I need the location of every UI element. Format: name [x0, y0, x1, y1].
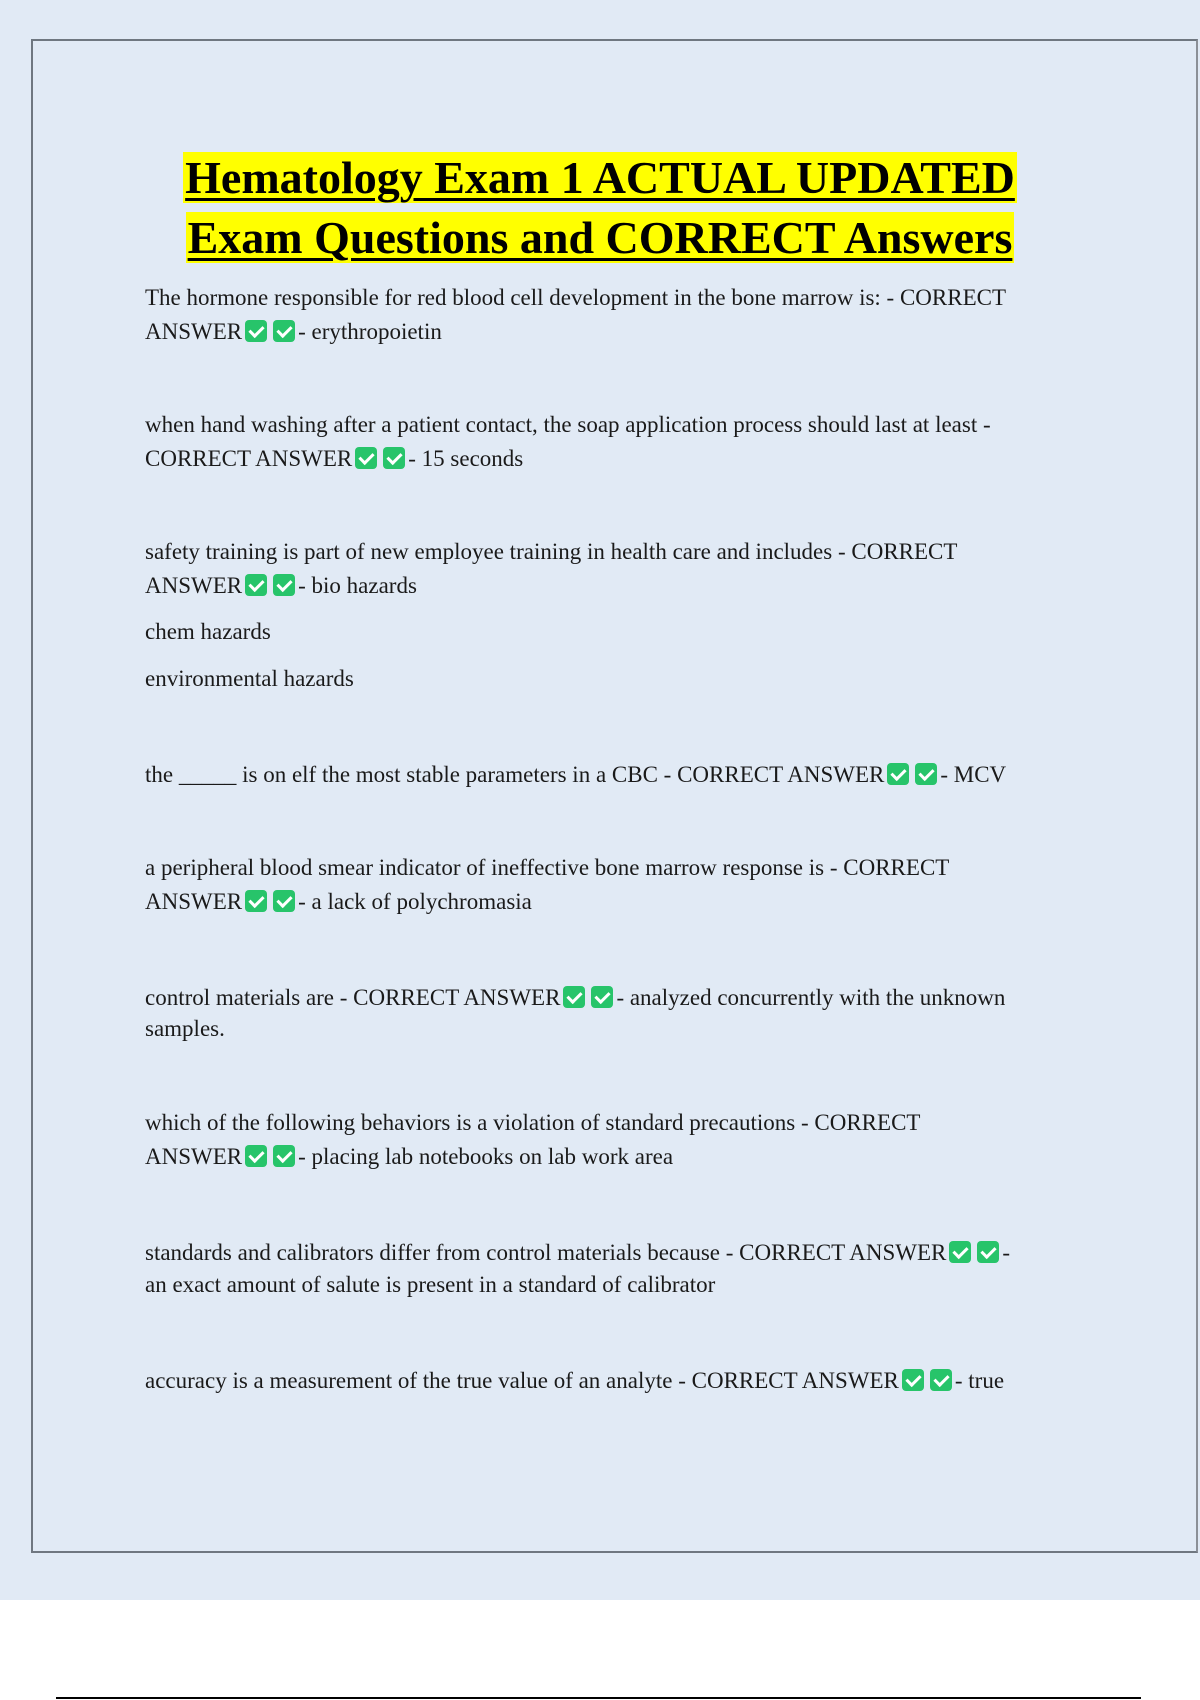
question-text-cont: ANSWER	[145, 1144, 243, 1169]
question-text-cont: ANSWER	[145, 889, 243, 914]
check-mark-icon	[383, 447, 405, 469]
answer-text: - erythropoietin	[298, 319, 442, 344]
question-text: the _____ is on elf the most stable parameters in a CBC - CORRECT ANSWER	[145, 762, 885, 787]
qa-item-8	[145, 1237, 1085, 1301]
question-text: safety training is part of new employee training in health care and includes - CORRECT	[145, 539, 958, 564]
check-mark-icon	[887, 763, 909, 785]
answer-text: - MCV	[940, 762, 1007, 787]
question-text-cont: ANSWER	[145, 319, 243, 344]
check-mark-icon	[245, 574, 267, 596]
question-text: control materials are - CORRECT ANSWER	[145, 985, 561, 1010]
check-mark-icon	[930, 1369, 952, 1391]
qa-item-9	[145, 1364, 1085, 1398]
answer-text: -	[1002, 1240, 1011, 1265]
answer-text: - true	[954, 1368, 1005, 1393]
check-mark-icon	[273, 1145, 295, 1167]
qa-item-4	[145, 758, 1085, 792]
check-mark-icon	[915, 763, 937, 785]
question-text: a peripheral blood smear indicator of ineffective bone marrow response is - CORRECT	[145, 855, 950, 880]
check-mark-icon	[355, 447, 377, 469]
check-mark-icon	[273, 890, 295, 912]
answer-text: - placing lab notebooks on lab work area	[298, 1144, 674, 1169]
qa-item-1	[145, 281, 1065, 349]
check-mark-icon	[245, 890, 267, 912]
qa-item-5	[145, 851, 1065, 919]
check-mark-icon	[245, 1145, 267, 1167]
answer-continuation: chem hazards	[145, 619, 271, 644]
question-text: The hormone responsible for red blood cell development in the bone marrow is: - CORRECT	[145, 285, 1007, 310]
answer-text: - bio hazards	[298, 573, 417, 598]
answer-text-cont: samples.	[145, 1016, 225, 1041]
title-line-1: Hematology Exam 1 ACTUAL UPDATED	[185, 152, 1015, 203]
title-line-2: Exam Questions and CORRECT Answers	[187, 212, 1013, 263]
document-title	[0, 148, 1200, 268]
answer-text: - a lack of polychromasia	[298, 889, 532, 914]
answer-continuation: environmental hazards	[145, 666, 354, 691]
question-text: standards and calibrators differ from control materials because - CORRECT ANSWER	[145, 1240, 947, 1265]
answer-text: - analyzed concurrently with the unknown	[616, 985, 1006, 1010]
answer-text-cont: an exact amount of salute is present in a standard of calibrator	[145, 1272, 716, 1297]
qa-item-6	[145, 982, 1085, 1044]
question-text: accuracy is a measurement of the true value of an analyte - CORRECT ANSWER	[145, 1368, 899, 1393]
check-mark-icon	[273, 574, 295, 596]
check-mark-icon	[245, 320, 267, 342]
answer-text: - 15 seconds	[408, 446, 524, 471]
question-text: which of the following behaviors is a violation of standard precautions - CORRECT	[145, 1110, 921, 1135]
check-mark-icon	[273, 320, 295, 342]
check-mark-icon	[949, 1241, 971, 1263]
qa-item-7	[145, 1106, 1065, 1174]
bottom-rule	[56, 1697, 1141, 1699]
check-mark-icon	[591, 986, 613, 1008]
question-text: when hand washing after a patient contact, the soap application process should last at least -	[145, 412, 991, 437]
check-mark-icon	[977, 1241, 999, 1263]
check-mark-icon	[902, 1369, 924, 1391]
question-text-cont: ANSWER	[145, 573, 243, 598]
check-mark-icon	[563, 986, 585, 1008]
qa-item-3	[145, 535, 1065, 603]
qa-item-2	[145, 408, 1065, 476]
question-text-cont: CORRECT ANSWER	[145, 446, 353, 471]
